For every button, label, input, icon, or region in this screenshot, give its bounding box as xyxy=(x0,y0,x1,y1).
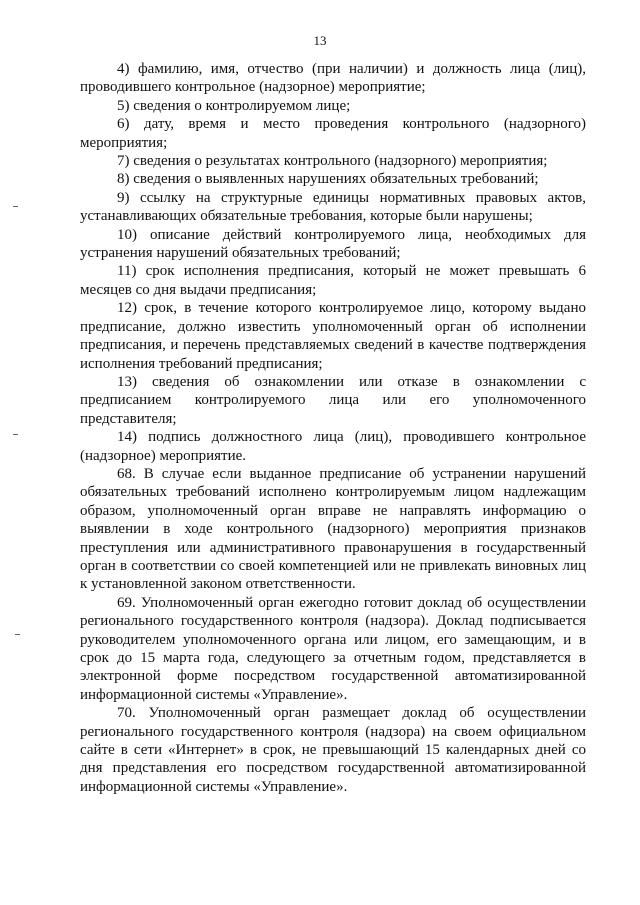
page-number: 13 xyxy=(313,33,327,48)
list-item-9: 9) ссылку на структурные единицы нормативных правовых актов, устанавливающих обязательные требования, которые были нарушены; xyxy=(80,189,586,225)
list-item-10: 10) описание действий контролируемого лица, необходимых для устранения нарушений обязательных требований; xyxy=(80,226,586,262)
list-item-8: 8) сведения о выявленных нарушениях обязательных требований; xyxy=(117,171,539,188)
margin-mark xyxy=(13,206,18,207)
list-item-5: 5) сведения о контролируемом лице; xyxy=(117,97,351,114)
section-68: 68. В случае если выданное предписание об устранении нарушений обязательных требований исполнено контролируемым лицом надлежащим образом, уполномоченный орган вправе не направлять информацию о выявлении в ходе контрольного (надзорного) мероприятия признаков преступления или административного правонарушения в государственный орган в соответствии со своей компетенцией или не привлекать виновных лиц к установленной законом ответственности. xyxy=(80,465,586,593)
margin-mark xyxy=(13,434,18,435)
list-item-14: 14) подпись должностного лица (лиц), проводившего контрольное (надзорное) мероприятие. xyxy=(80,429,586,464)
section-70: 70. Уполномоченный орган размещает доклад об осуществлении регионального государственного контроля (надзора) на своем официальном сайте в сети «Интернет» в срок, не превышающий 15 календарных дней со дня представления его посредством государственной автоматизированной информационной системы «Управление». xyxy=(80,705,586,795)
section-69: 69. Уполномоченный орган ежегодно готовит доклад об осуществлении регионального государственного контроля (надзора). Доклад подписывается руководителем уполномоченного органа или лицом, его замещающим, и в срок до 15 марта года, следующего за отчетным годом, представляется в электронной форме посредством государственной автоматизированной информационной системы «Управление». xyxy=(80,594,586,703)
margin-mark xyxy=(15,634,20,635)
document-body xyxy=(80,60,586,796)
list-item-11: 11) срок исполнения предписания, который не может превышать 6 месяцев со дня выдачи предписания; xyxy=(80,263,586,298)
list-item-13: 13) сведения об ознакомлении или отказе в ознакомлении с предписанием контролируемого лица или его уполномоченного представителя; xyxy=(80,373,586,427)
list-item-4: 4) фамилию, имя, отчество (при наличии) и должность лица (лиц), проводившего контрольное (надзорное) мероприятие; xyxy=(80,61,586,96)
list-item-7: 7) сведения о результатах контрольного (надзорного) мероприятия; xyxy=(117,153,548,170)
list-item-6: 6) дату, время и место проведения контрольного (надзорного) мероприятия; xyxy=(80,116,586,151)
list-item-12: 12) срок, в течение которого контролируемое лицо, которому выдано предписание, должно известить уполномоченный орган об исполнении предписания, и перечень представляемых сведений в качестве подтверждения исполнения требований предписания; xyxy=(80,300,586,372)
